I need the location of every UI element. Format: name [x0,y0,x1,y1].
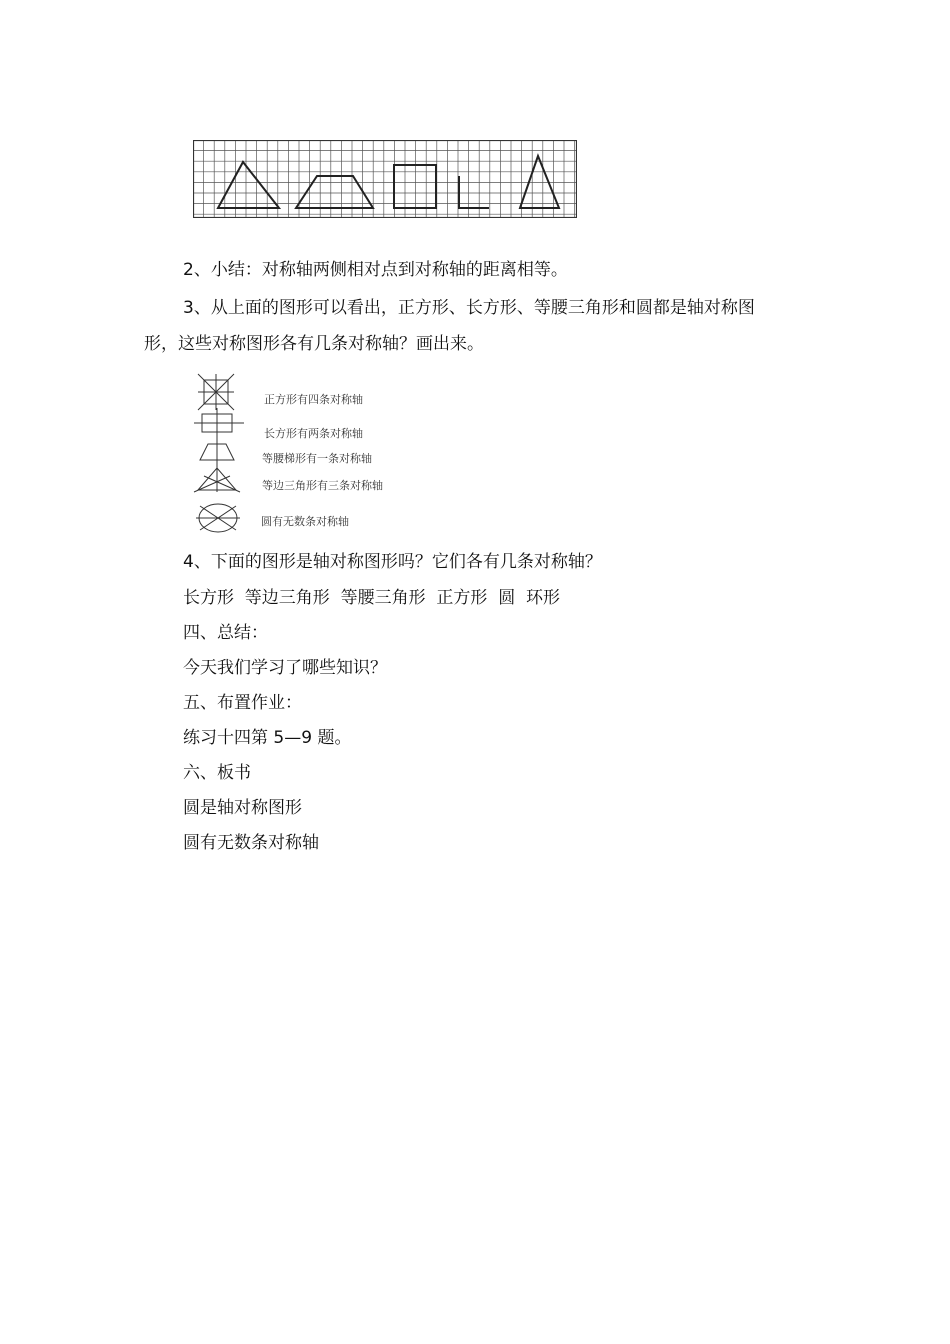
trapezoid-axes-drawing [200,438,234,464]
shapes-list: 长方形 等边三角形 等腰三角形 正方形 圆 环形 [183,588,561,608]
isosceles-trapezoid-shape [296,176,373,208]
section-homework-title: 五、布置作业： [183,693,302,713]
board-line-1: 圆是轴对称图形 [183,798,302,818]
symmetry-axes-figure [192,372,252,537]
triangle-axes-drawing [194,464,240,492]
observation-line-1: 3、从上面的图形可以看出，正方形、长方形、等腰三角形和圆都是轴对称图 [183,298,755,318]
grid-lines [193,140,577,218]
trapezoid-axes-label: 等腰梯形有一条对称轴 [262,452,372,465]
summary-question: 今天我们学习了哪些知识？ [183,658,387,678]
question-4: 4、下面的图形是轴对称图形吗？它们各有几条对称轴？ [183,552,602,572]
summary-point: 2、小结：对称轴两侧相对点到对称轴的距离相等。 [183,260,568,280]
isosceles-triangle-shape [218,162,279,208]
partial-rectangle-shape [459,176,489,208]
section-board-title: 六、板书 [183,763,251,783]
circle-axes-drawing [196,504,240,532]
grid-shapes-figure [193,140,577,218]
homework-text: 练习十四第 5—9 题。 [183,728,352,748]
square-axes-label: 正方形有四条对称轴 [264,393,363,406]
rectangle-axes-label: 长方形有两条对称轴 [264,427,363,440]
observation-line-2: 形，这些对称图形各有几条对称轴？画出来。 [144,334,484,354]
rectangle-shape [394,165,436,208]
triangle-axes-label: 等边三角形有三条对称轴 [262,479,383,492]
square-axes-drawing [198,374,234,410]
rectangle-axes-drawing [194,408,244,438]
section-summary-title: 四、总结： [183,623,268,643]
circle-axes-label: 圆有无数条对称轴 [261,515,349,528]
board-line-2: 圆有无数条对称轴 [183,833,319,853]
